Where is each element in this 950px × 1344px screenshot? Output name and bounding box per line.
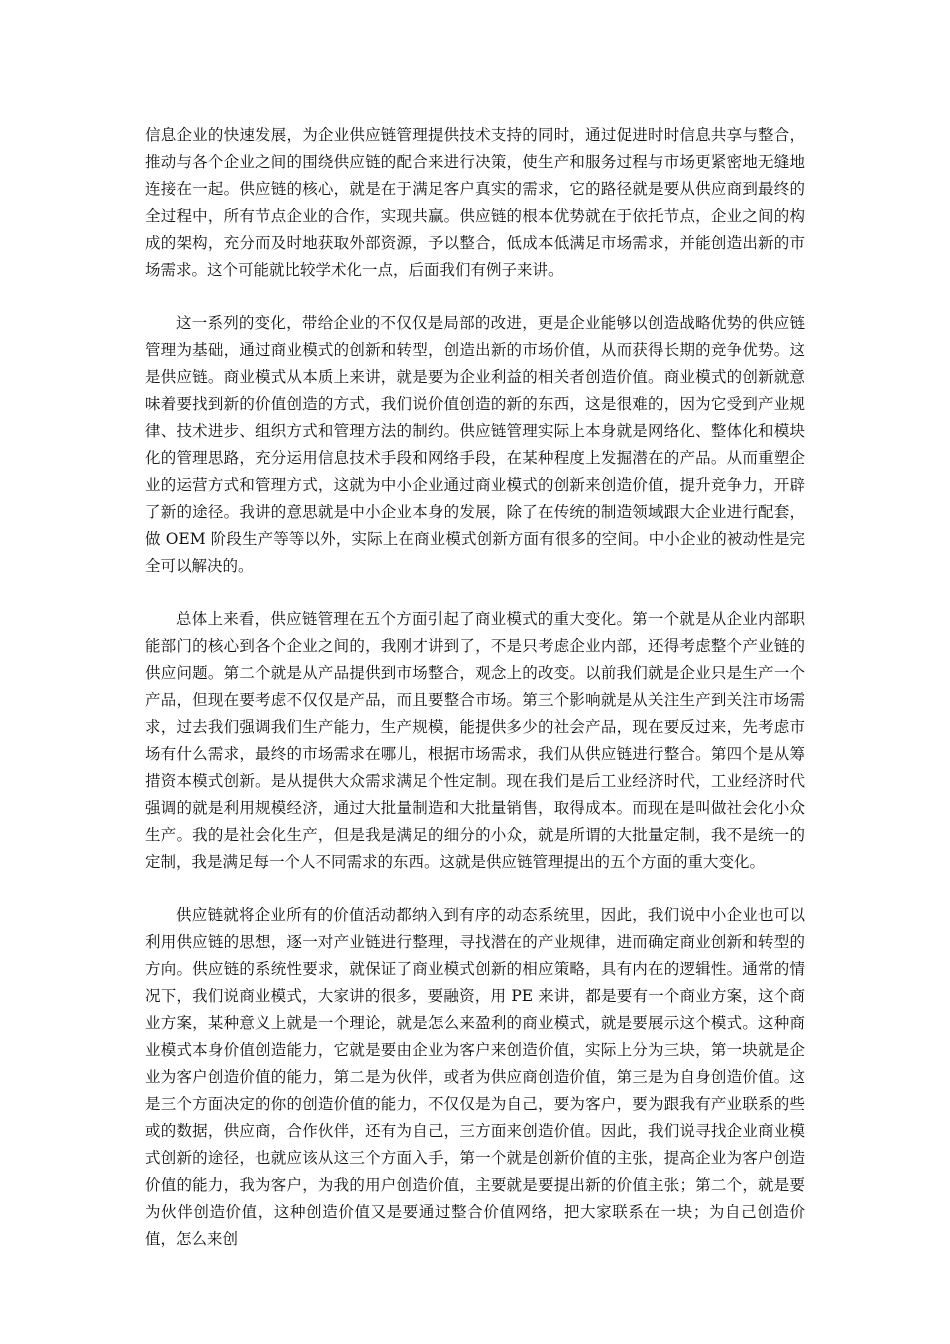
paragraph-1: 信息企业的快速发展，为企业供应链管理提供技术支持的同时，通过促进时时信息共享与整合，推动与各个企业之间的围绕供应链的配合来进行决策，使生产和服务过程与市场更紧密地无缝地连接在一起。供应链的核心，就是在于满足客户真实的需求，它的路径就是要从供应商到最终的全过程中，所有节点企业的合作，实现共赢。供应链的根本优势就在于依托节点，企业之间的构成的架构，充分而及时地获取外部资源，予以整合，低成本低满足市场需求，并能创造出新的市场需求。这个可能就比较学术化一点，后面我们有例子来讲。 [145, 126, 805, 279]
paragraph-3: 总体上来看，供应链管理在五个方面引起了商业模式的重大变化。第一个就是从企业内部职能部门的核心到各个企业之间的，我刚才讲到了，不是只考虑企业内部，还得考虑整个产业链的供应问题。第二个就是从产品提供到市场整合，观念上的改变。以前我们就是企业只是生产一个产品，但现在要考虑不仅仅是产品，而且要整合市场。第三个影响就是从关注生产到关注市场需求，过去我们强调我们生产能力，生产规模，能提供多少的社会产品，现在要反过来，先考虑市场有什么需求，最终的市场需求在哪儿，根据市场需求，我们从供应链进行整合。第四个是从筹措资本模式创新。是从提供大众需求满足个性定制。现在我们是后工业经济时代，工业经济时代强调的就是利用规模经济，通过大批量制造和大批量销售，取得成本。而现在是叫做社会化小众生产。我的是社会化生产，但是我是满足的细分的小众，就是所谓的大批量定制，我不是统一的定制，我是满足每一个人不同需求的东西。这就是供应链管理提出的五个方面的重大变化。 [145, 610, 805, 871]
paragraph-4: 供应链就将企业所有的价值活动都纳入到有序的动态系统里，因此，我们说中小企业也可以利用供应链的思想，逐一对产业链进行整理，寻找潜在的产业规律，进而确定商业创新和转型的方向。供应链的系统性要求，就保证了商业模式创新的相应策略，具有内在的逻辑性。通常的情况下，我们说商业模式，大家讲的很多，要融资，用 PE 来讲，都是要有一个商业方案，这个商业方案，某种意义上就是一个理论，就是怎么来盈利的商业模式，就是要展示这个模式。这种商业模式本身价值创造能力，它就是要由企业为客户来创造价值，实际上分为三块，第一块就是企业为客户创造价值的能力，第二是为伙伴，或者为供应商创造价值，第三是为自身创造价值。这是三个方面决定的你的创造价值的能力，不仅仅是为自己，要为客户，要为跟我有产业联系的些或的数据，供应商，合作伙伴，还有为自己，三方面来创造价值。因此，我们说寻找企业商业模式创新的途径，也就应该从这三个方面入手，第一个就是创新价值的主张，提高企业为客户创造价值的能力，我为客户，为我的用户创造价值，主要就是要提出新的价值主张；第二个，就是要为伙伴创造价值，这种创造价值又是要通过整合价值网络，把大家联系在一块；为自己创造价值，怎么来创 [145, 906, 805, 1248]
document-page [145, 122, 805, 1253]
paragraph-2: 这一系列的变化，带给企业的不仅仅是局部的改进，更是企业能够以创造战略优势的供应链管理为基础，通过商业模式的创新和转型，创造出新的市场价值，从而获得长期的竞争优势。这是供应链。商业模式从本质上来讲，就是要为企业利益的相关者创造价值。商业模式的创新就意味着要找到新的价值创造的方式，我们说价值创造的新的东西，这是很难的，因为它受到产业规律、技术进步、组织方式和管理方法的制约。供应链管理实际上本身就是网络化、整体化和模块化的管理思路，充分运用信息技术手段和网络手段，在某种程度上发掘潜在的产品。从而重塑企业的运营方式和管理方式，这就为中小企业通过商业模式的创新来创造价值，提升竞争力，开辟了新的途径。我讲的意思就是中小企业本身的发展，除了在传统的制造领域跟大企业进行配套，做 OEM 阶段生产等等以外，实际上在商业模式创新方面有很多的空间。中小企业的被动性是完全可以解决的。 [145, 314, 805, 575]
